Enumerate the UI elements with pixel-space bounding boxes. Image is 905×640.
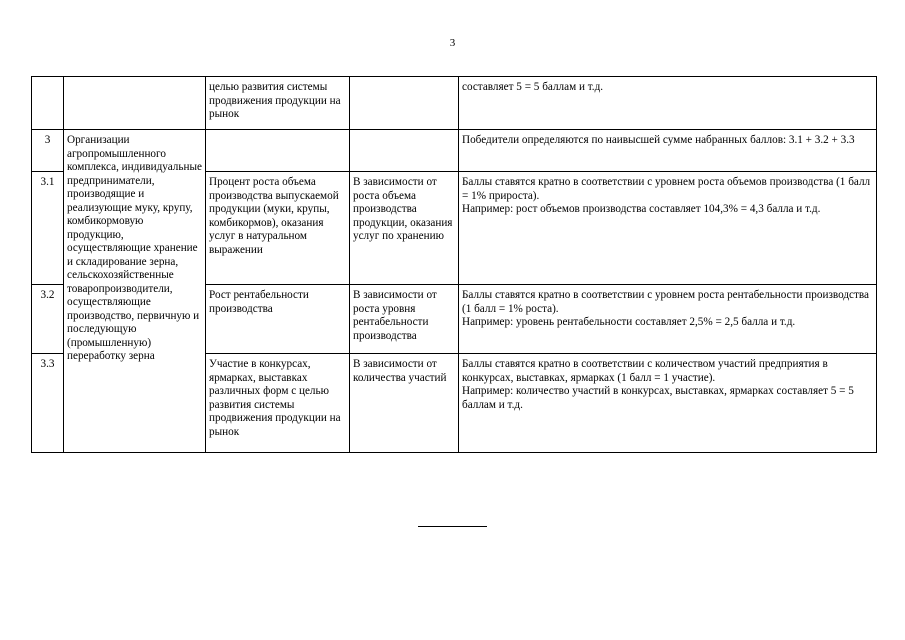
cell-scoring: Победители определяются по наивысшей сумме набранных баллов: 3.1 + 3.2 + 3.3 (459, 130, 877, 172)
cell-participants (64, 77, 206, 130)
cell-criterion: целью развития системы продвижения продукции на рынок (206, 77, 350, 130)
cell-criterion: Участие в конкурсах, ярмарках, выставках различных форм с целью развития системы продвижения продукции на рынок (206, 354, 350, 453)
cell-participants: Организации агропромышленного комплекса, индивидуальные предприниматели, производящие и реализующие муку, крупу, комбикормовую продукцию, осуществляющие хранение и складирование зерна, сельскохозяйственные товаропроизводители, осуществляющие производство, первичную и последующую (промышленную) переработку зерна (64, 130, 206, 453)
cell-scoring (459, 285, 877, 354)
cell-conditions: В зависимости от роста объема производства продукции, оказания услуг по хранению (350, 172, 459, 285)
scoring-example: Например: рост объемов производства составляет 104,3% = 4,3 балла и т.д. (462, 203, 821, 215)
cell-number: 3.1 (32, 172, 64, 285)
cell-scoring (459, 172, 877, 285)
cell-conditions (350, 77, 459, 130)
cell-conditions: В зависимости от количества участий (350, 354, 459, 453)
scoring-example: Например: количество участий в конкурсах, выставках, ярмарках составляет 5 = 5 баллам и т.д. (462, 385, 854, 411)
cell-number: 3.3 (32, 354, 64, 453)
cell-number (32, 77, 64, 130)
cell-criterion: Процент роста объема производства выпускаемой продукции (муки, крупы, комбикормов), оказания услуг в натуральном выражении (206, 172, 350, 285)
table-row-continuation (32, 77, 877, 130)
cell-number: 3.2 (32, 285, 64, 354)
criteria-table (31, 76, 877, 453)
scoring-example: Например: уровень рентабельности составляет 2,5% = 2,5 балла и т.д. (462, 316, 796, 328)
scoring-rule: Баллы ставятся кратно в соответствии с уровнем роста объемов производства (1 балл = 1% прироста). (462, 176, 871, 202)
cell-conditions: В зависимости от роста уровня рентабельности производства (350, 285, 459, 354)
cell-scoring (459, 354, 877, 453)
footer-separator-line (418, 526, 487, 527)
scoring-rule: Баллы ставятся кратно в соответствии с количеством участий предприятия в конкурсах, выставках, ярмарках (1 балл = 1 участие). (462, 358, 828, 384)
page-number: 3 (449, 37, 456, 49)
table-row-group-3 (32, 130, 877, 172)
cell-criterion (206, 130, 350, 172)
cell-number: 3 (32, 130, 64, 172)
scoring-rule: Баллы ставятся кратно в соответствии с уровнем роста рентабельности производства (1 балл = 1% роста). (462, 289, 870, 315)
cell-conditions (350, 130, 459, 172)
cell-scoring: составляет 5 = 5 баллам и т.д. (459, 77, 877, 130)
cell-criterion: Рост рентабельности производства (206, 285, 350, 354)
